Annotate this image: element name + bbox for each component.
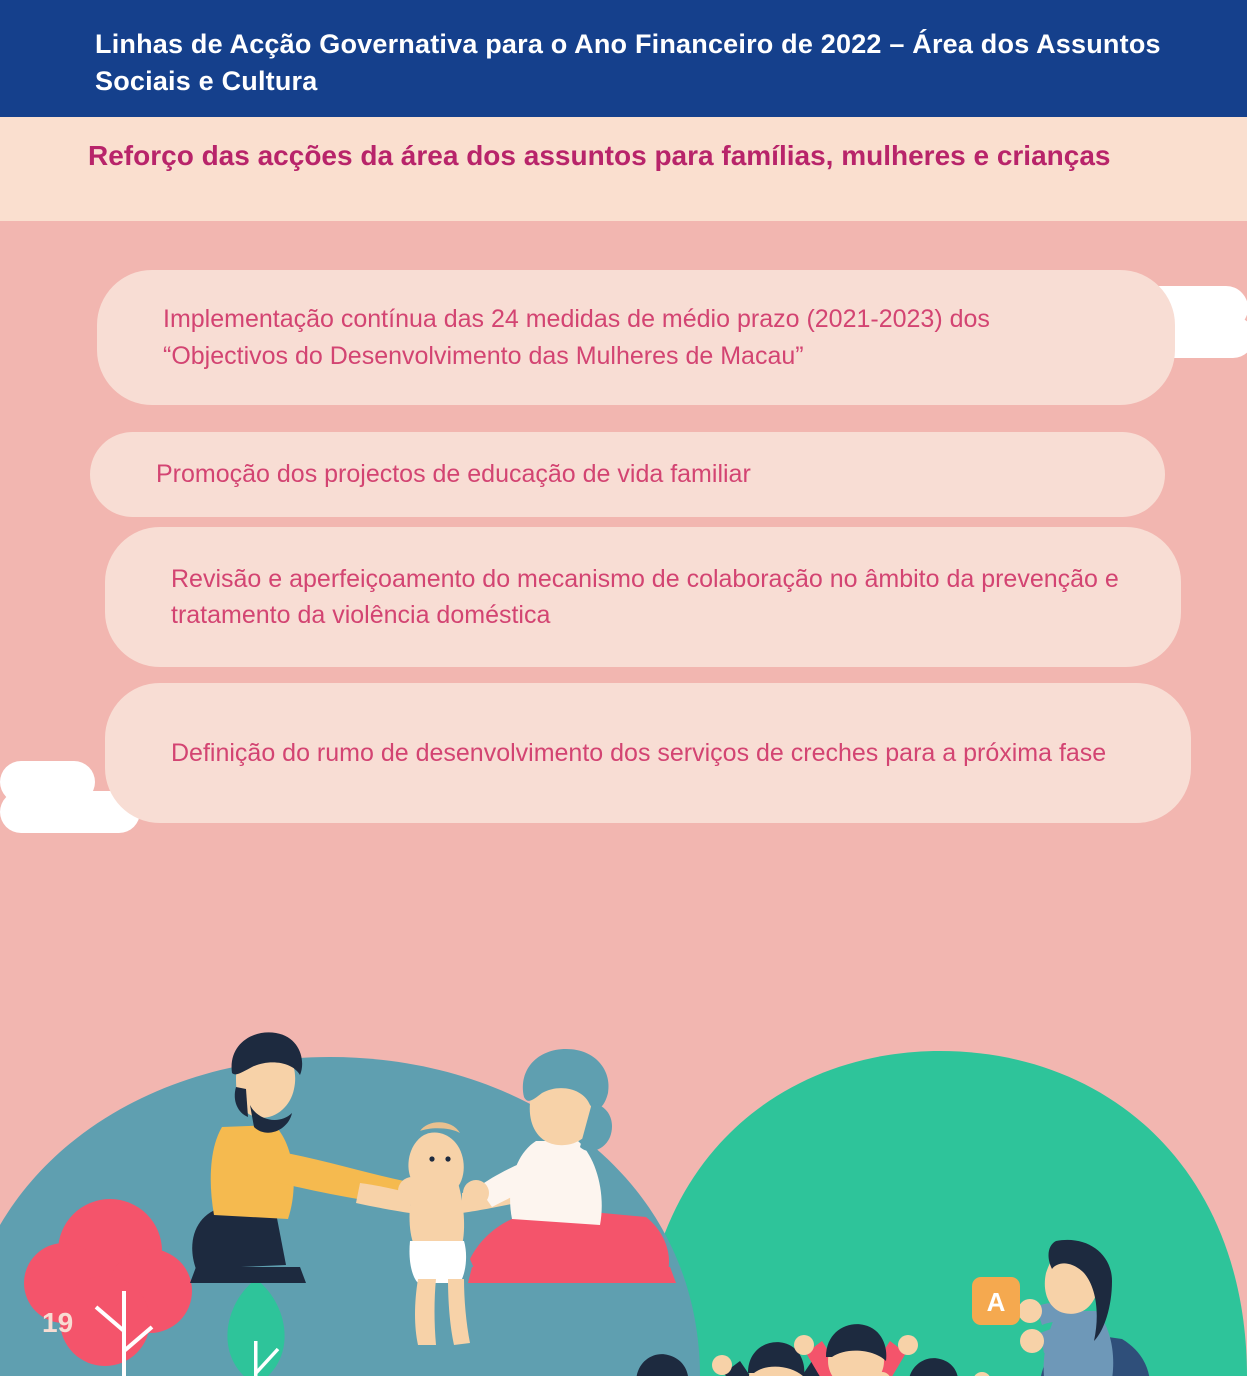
subtitle-band xyxy=(0,117,1247,221)
hill-green-shape xyxy=(640,1051,1247,1376)
bullet-text: Implementação contínua das 24 medidas de médio prazo (2021-2023) dos “Objectivos do Desenvolvimento das Mulheres de Macau” xyxy=(163,305,990,370)
page-number: 19 xyxy=(42,1307,74,1338)
page-title: Linhas de Acção Governativa para o Ano Financeiro de 2022 – Área dos Assuntos Sociais e Cultura xyxy=(95,29,1161,96)
alphabet-card-letter: A xyxy=(986,1287,1006,1317)
header-bar xyxy=(0,0,1247,117)
bullet-text: Revisão e aperfeiçoamento do mecanismo de colaboração no âmbito da prevenção e tratamento da violência doméstica xyxy=(171,564,1119,629)
content-area xyxy=(0,221,1247,1376)
bullet-text: Promoção dos projectos de educação de vida familiar xyxy=(156,460,751,489)
list-item xyxy=(105,683,1191,823)
list-item xyxy=(105,527,1181,667)
bullet-text: Definição do rumo de desenvolvimento dos serviços de creches para a próxima fase xyxy=(171,738,1107,767)
section-subtitle: Reforço das acções da área dos assuntos para famílias, mulheres e crianças xyxy=(88,140,1111,171)
illustration-family-and-children xyxy=(0,821,1247,1376)
cloud-decoration xyxy=(0,761,95,803)
list-item xyxy=(97,270,1175,405)
list-item xyxy=(90,432,1165,517)
